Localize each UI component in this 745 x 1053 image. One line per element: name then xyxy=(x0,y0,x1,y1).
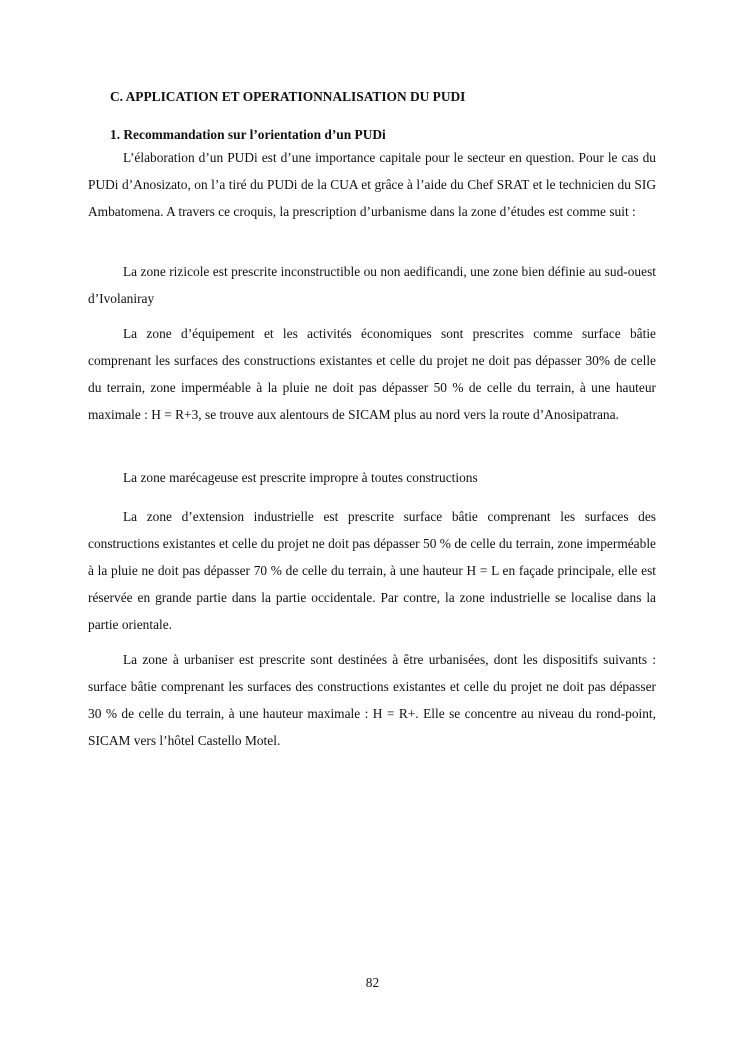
paragraph-zone-marecageuse: La zone marécageuse est prescrite impropre à toutes constructions xyxy=(123,470,478,485)
paragraph-zone-rizicole: La zone rizicole est prescrite inconstructible ou non aedificandi, une zone bien définie au sud-ouest d’Ivolaniray xyxy=(88,264,656,306)
paragraph-zone-extension-industrielle: La zone d’extension industrielle est prescrite surface bâtie comprenant les surfaces des constructions existantes et celle du projet ne doit pas dépasser 50 % de celle du terrain, zone imperméable à la pluie ne doit pas dépasser 70 % de celle du terrain, à une hauteur H = L en façade principale, elle est réservée en grande partie dans la partie occidentale. Par contre, la zone industrielle se localise dans la partie orientale. xyxy=(88,509,656,632)
paragraph-intro: L’élaboration d’un PUDi est d’une importance capitale pour le secteur en question. Pour le cas du PUDi d’Anosizato, on l’a tiré du PUDi de la CUA et grâce à l’aide du Chef SRAT et le technicien du SIG Ambatomena. A travers ce croquis, la prescription d’urbanisme dans la zone d’études est comme suit : xyxy=(88,150,656,219)
paragraph-zone-a-urbaniser: La zone à urbaniser est prescrite sont destinées à être urbanisées, dont les dispositifs suivants : surface bâtie comprenant les surfaces des constructions existantes et celle du projet ne doit pas dépasser 30 % de celle du terrain, à une hauteur maximale : H = R+. Elle se concentre au niveau du rond-point, SICAM vers l’hôtel Castello Motel. xyxy=(88,652,656,748)
paragraph-zone-equipement: La zone d’équipement et les activités économiques sont prescrites comme surface bâtie comprenant les surfaces des constructions existantes et celle du projet ne doit pas dépasser 30% de celle du terrain, zone imperméable à la pluie ne doit pas dépasser 50 % de celle du terrain, à une hauteur maximale : H = R+3, se trouve aux alentours de SICAM plus au nord vers la route d’Anosipatrana. xyxy=(88,326,656,422)
page-number: 82 xyxy=(365,975,380,990)
sub-heading: 1. Recommandation sur l’orientation d’un PUDi xyxy=(110,127,386,142)
section-heading: C. APPLICATION ET OPERATIONNALISATION DU PUDI xyxy=(110,89,466,104)
